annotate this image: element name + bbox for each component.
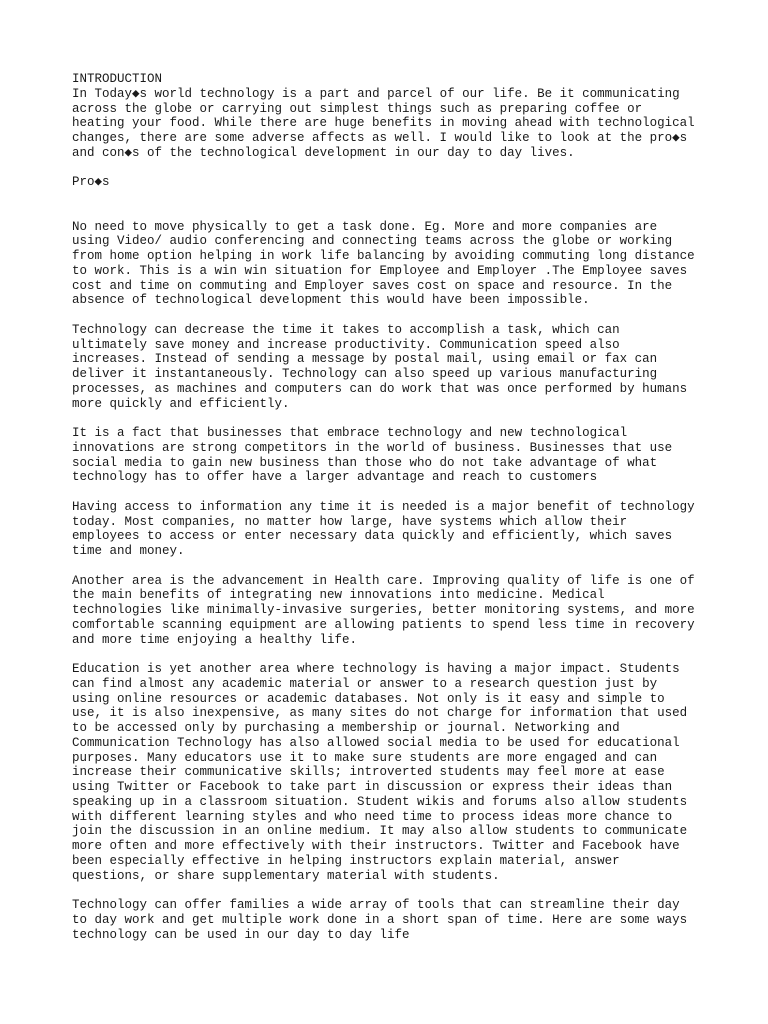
text-line: use, it is also inexpensive, as many sites do not charge for information that used <box>72 706 688 721</box>
text-line: deliver it instantaneously. Technology can also speed up various manufacturing <box>72 367 658 381</box>
text-line: more quickly and efficiently. <box>72 396 290 411</box>
pros-heading: Pro◆s <box>72 175 110 190</box>
text-line: Having access to information any time it is needed is a major benefit of technology <box>72 499 695 514</box>
text-line: No need to move physically to get a task done. Eg. More and more companies are <box>72 219 658 234</box>
text-line: innovations are strong competitors in the world of business. Businesses that use <box>72 440 673 455</box>
document-page <box>72 72 712 942</box>
pros-paragraphs <box>72 220 712 943</box>
text-line: technology can be used in our day to day life <box>72 927 410 942</box>
text-line: with different learning styles and who need time to process ideas more chance to <box>72 809 673 824</box>
text-line: and more time enjoying a healthy life. <box>72 632 358 647</box>
text-line: It is a fact that businesses that embrace technology and new technological <box>72 426 628 440</box>
text-line: Technology can decrease the time it takes to accomplish a task, which can <box>72 322 620 337</box>
text-line: purposes. Many educators use it to make sure students are more engaged and can <box>72 750 658 765</box>
text-line: increase their communicative skills; introverted students may feel more at ease <box>72 765 665 780</box>
text-line: been especially effective in helping instructors explain material, answer <box>72 853 620 868</box>
text-line: using online resources or academic databases. Not only is it easy and simple to <box>72 691 665 706</box>
text-line: to be accessed only by purchasing a membership or journal. Networking and <box>72 721 620 735</box>
text-line: can find almost any academic material or answer to a research question just by <box>72 676 658 691</box>
text-line: In Today◆s world technology is a part and parcel of our life. Be it communicating <box>72 86 680 101</box>
body-paragraph <box>72 500 712 559</box>
text-line: Another area is the advancement in Health care. Improving quality of life is one of <box>72 573 695 588</box>
body-paragraph <box>72 662 712 883</box>
text-line: technology has to offer have a larger advantage and reach to customers <box>72 470 598 485</box>
text-line: across the globe or carrying out simplest things such as preparing coffee or <box>72 101 643 116</box>
text-line: employees to access or enter necessary data quickly and efficiently, which saves <box>72 529 673 544</box>
text-line: comfortable scanning equipment are allowing patients to spend less time in recovery <box>72 617 695 632</box>
text-line: Communication Technology has also allowed social media to be used for educational <box>72 735 680 750</box>
body-paragraph <box>72 574 712 648</box>
text-line: to work. This is a win win situation for Employee and Employer .The Employee saves <box>72 263 688 278</box>
body-paragraph <box>72 898 712 942</box>
text-line: technologies like minimally-invasive surgeries, better monitoring systems, and more <box>72 603 695 617</box>
text-line: Technology can offer families a wide array of tools that can streamline their day <box>72 898 680 912</box>
text-line: Education is yet another area where technology is having a major impact. Students <box>72 662 680 676</box>
text-line: join the discussion in an online medium. It may also allow students to communicate <box>72 824 688 839</box>
text-line: increases. Instead of sending a message by postal mail, using email or fax can <box>72 352 658 367</box>
text-line: time and money. <box>72 544 185 558</box>
body-paragraph <box>72 323 712 412</box>
intro-paragraph <box>72 87 712 161</box>
text-line: changes, there are some adverse affects as well. I would like to look at the pro◆s <box>72 131 688 145</box>
body-paragraph <box>72 220 712 309</box>
text-line: from home option helping in work life balancing by avoiding commuting long distance <box>72 249 695 263</box>
text-line: heating your food. While there are huge benefits in moving ahead with technological <box>72 116 695 131</box>
text-line: using Twitter or Facebook to take part in discussion or express their ideas than <box>72 780 673 794</box>
text-line: more often and more effectively with their instructors. Twitter and Facebook have <box>72 839 680 853</box>
text-line: today. Most companies, no matter how large, have systems which allow their <box>72 514 628 529</box>
text-line: using Video/ audio conferencing and connecting teams across the globe or working <box>72 234 673 249</box>
text-line: ultimately save money and increase productivity. Communication speed also <box>72 337 620 352</box>
text-line: questions, or share supplementary material with students. <box>72 868 500 883</box>
text-line: cost and time on commuting and Employer saves cost on space and resource. In the <box>72 278 673 293</box>
text-line: and con◆s of the technological development in our day to day lives. <box>72 145 575 160</box>
text-line: speaking up in a classroom situation. Student wikis and forums also allow students <box>72 794 688 809</box>
text-line: absence of technological development this would have been impossible. <box>72 293 590 308</box>
document-heading: INTRODUCTION <box>72 72 163 86</box>
body-paragraph <box>72 426 712 485</box>
text-line: processes, as machines and computers can do work that was once performed by humans <box>72 381 688 396</box>
text-line: social media to gain new business than those who do not take advantage of what <box>72 455 658 470</box>
text-line: to day work and get multiple work done in a short span of time. Here are some ways <box>72 912 688 927</box>
text-line: the main benefits of integrating new innovations into medicine. Medical <box>72 588 605 603</box>
